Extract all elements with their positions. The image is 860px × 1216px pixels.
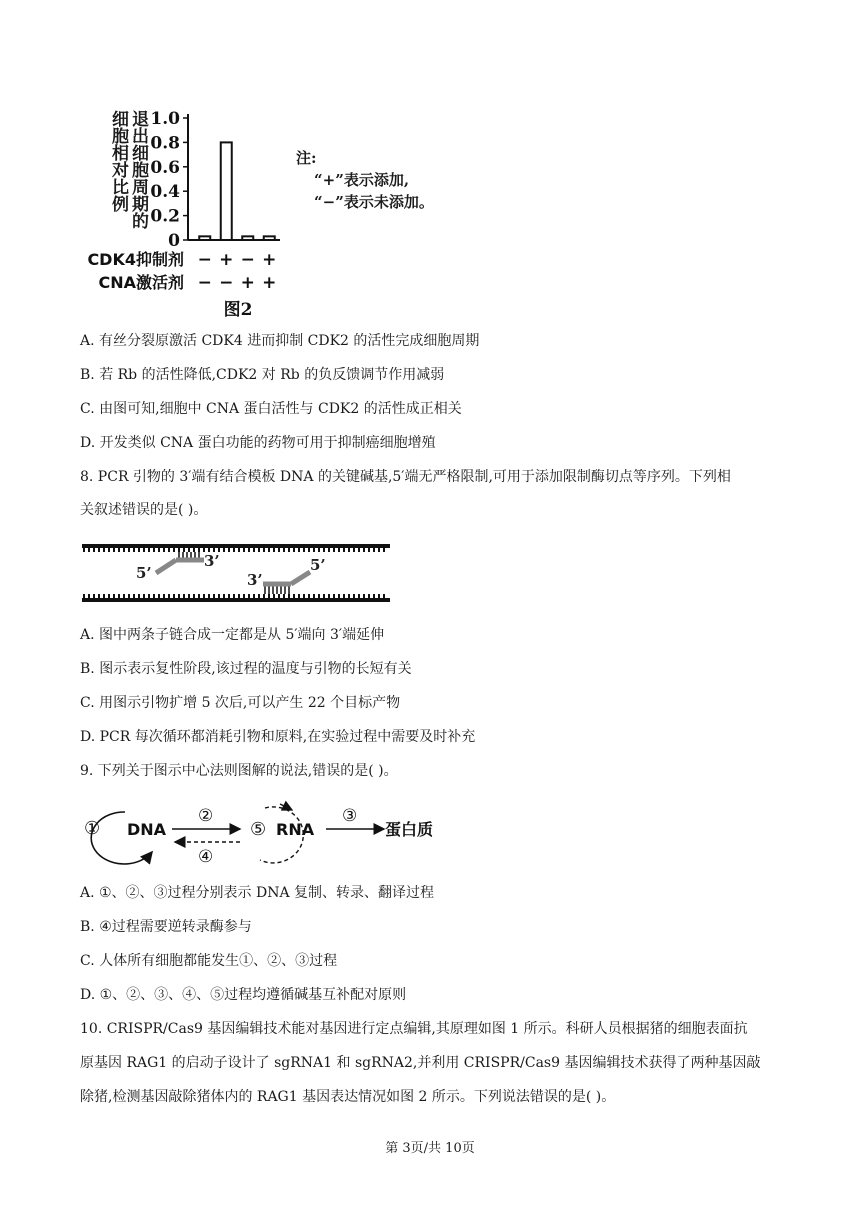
row-sign: + [262,273,277,293]
label-process-5: ⑤ [250,819,267,840]
q8-option-a: A. 图中两条子链合成一定都是从 5′端向 3′端延伸 [80,627,385,643]
note-title: 注: [296,149,317,167]
pcr-primer-diagram [80,538,395,608]
y-axis-label: 退出细胞周期的细胞相对比例 [108,110,148,229]
q8-stem-line1: 8. PCR 引物的 3′端有结合模板 DNA 的关键碱基,5′端无严格限制,可用于添加限制酶切点等序列。下列相 [80,469,731,485]
central-dogma-diagram [80,800,460,870]
label-dna: DNA [127,820,167,839]
q7-option-d: D. 开发类似 CNA 蛋白功能的药物可用于抑制癌细胞增殖 [80,435,436,451]
label-process-2: ② [198,806,214,826]
q8-stem-line2: 关叙述错误的是( )。 [80,502,208,518]
note-line2: “−”表示未添加。 [314,193,434,211]
figure2 [80,100,500,325]
row-sign: + [262,250,277,270]
pcr-figure [80,538,395,608]
y-tick-label: 1.0 [150,109,180,129]
central-dogma-figure [80,800,460,870]
y-tick-label: 0.6 [150,157,180,178]
q9-stem: 9. 下列关于图示中心法则图解的说法,错误的是( )。 [80,763,398,779]
q7-option-b: B. 若 Rb 的活性降低,CDK2 对 Rb 的负反馈调节作用减弱 [80,367,445,383]
y-tick-label: 0.4 [150,182,180,203]
bar-chart [80,100,500,325]
y-tick-label: 0.2 [150,206,180,227]
pcr-label-3a: 3’ [204,552,220,570]
q8-option-d: D. PCR 每次循环都消耗引物和原料,在实验过程中需要及时补充 [80,729,476,745]
q9-option-c: C. 人体所有细胞都能发生①、②、③过程 [80,953,338,969]
q7-option-c: C. 由图可知,细胞中 CNA 蛋白活性与 CDK2 的活性成正相关 [80,401,462,417]
row-sign: − [219,273,234,293]
bar [242,236,253,240]
q8-option-b: B. 图示表示复性阶段,该过程的温度与引物的长短有关 [80,661,412,677]
q9-option-a: A. ①、②、③过程分别表示 DNA 复制、转录、翻译过程 [80,885,435,901]
q7-option-a: A. 有丝分裂原激活 CDK4 进而抑制 CDK2 的活性完成细胞周期 [80,333,480,349]
bar [199,236,210,240]
pcr-label-5b: 5’ [310,556,326,574]
note-line1: “+”表示添加, [314,171,410,189]
row-sign: − [240,250,255,270]
y-tick-label: 0.8 [150,133,180,154]
label-protein: 蛋白质 [385,820,434,839]
bar [221,142,232,240]
q10-line1: 10. CRISPR/Cas9 基因编辑技术能对基因进行定点编辑,其原理如图 1 所示。科研人员根据猪的细胞表面抗 [80,1021,748,1037]
q8-option-c: C. 用图示引物扩增 5 次后,可以产生 22 个目标产物 [80,695,401,711]
q9-option-d: D. ①、②、③、④、⑤过程均遵循碱基互补配对原则 [80,987,407,1003]
chart-caption: 图2 [223,300,253,320]
row-sign: + [219,250,234,270]
q9-option-b: B. ④过程需要逆转录酶参与 [80,919,252,935]
row-sign: + [240,273,255,293]
label-process-1: ① [84,818,101,839]
row-label: CNA激活剂 [98,273,184,292]
row-sign: − [197,250,212,270]
row-sign: − [197,273,212,293]
page-footer: 第 3页/共 10页 [385,1141,475,1156]
label-rna: RNA [276,820,315,839]
figure2-note [296,147,434,213]
bar [264,236,275,240]
q10-line3: 除猪,检测基因敲除猪体内的 RAG1 基因表达情况如图 2 所示。下列说法错误的是( )。 [80,1089,616,1105]
pcr-label-3b: 3’ [247,571,263,589]
q10-line2: 原基因 RAG1 的启动子设计了 sgRNA1 和 sgRNA2,并利用 CRISPR/Cas9 基因编辑技术获得了两种基因敲 [80,1055,761,1071]
label-process-3: ③ [342,806,358,826]
y-tick-label: 0 [168,231,180,251]
pcr-label-5a: 5’ [136,564,152,582]
label-process-4: ④ [198,847,214,867]
row-label: CDK4抑制剂 [87,250,184,269]
